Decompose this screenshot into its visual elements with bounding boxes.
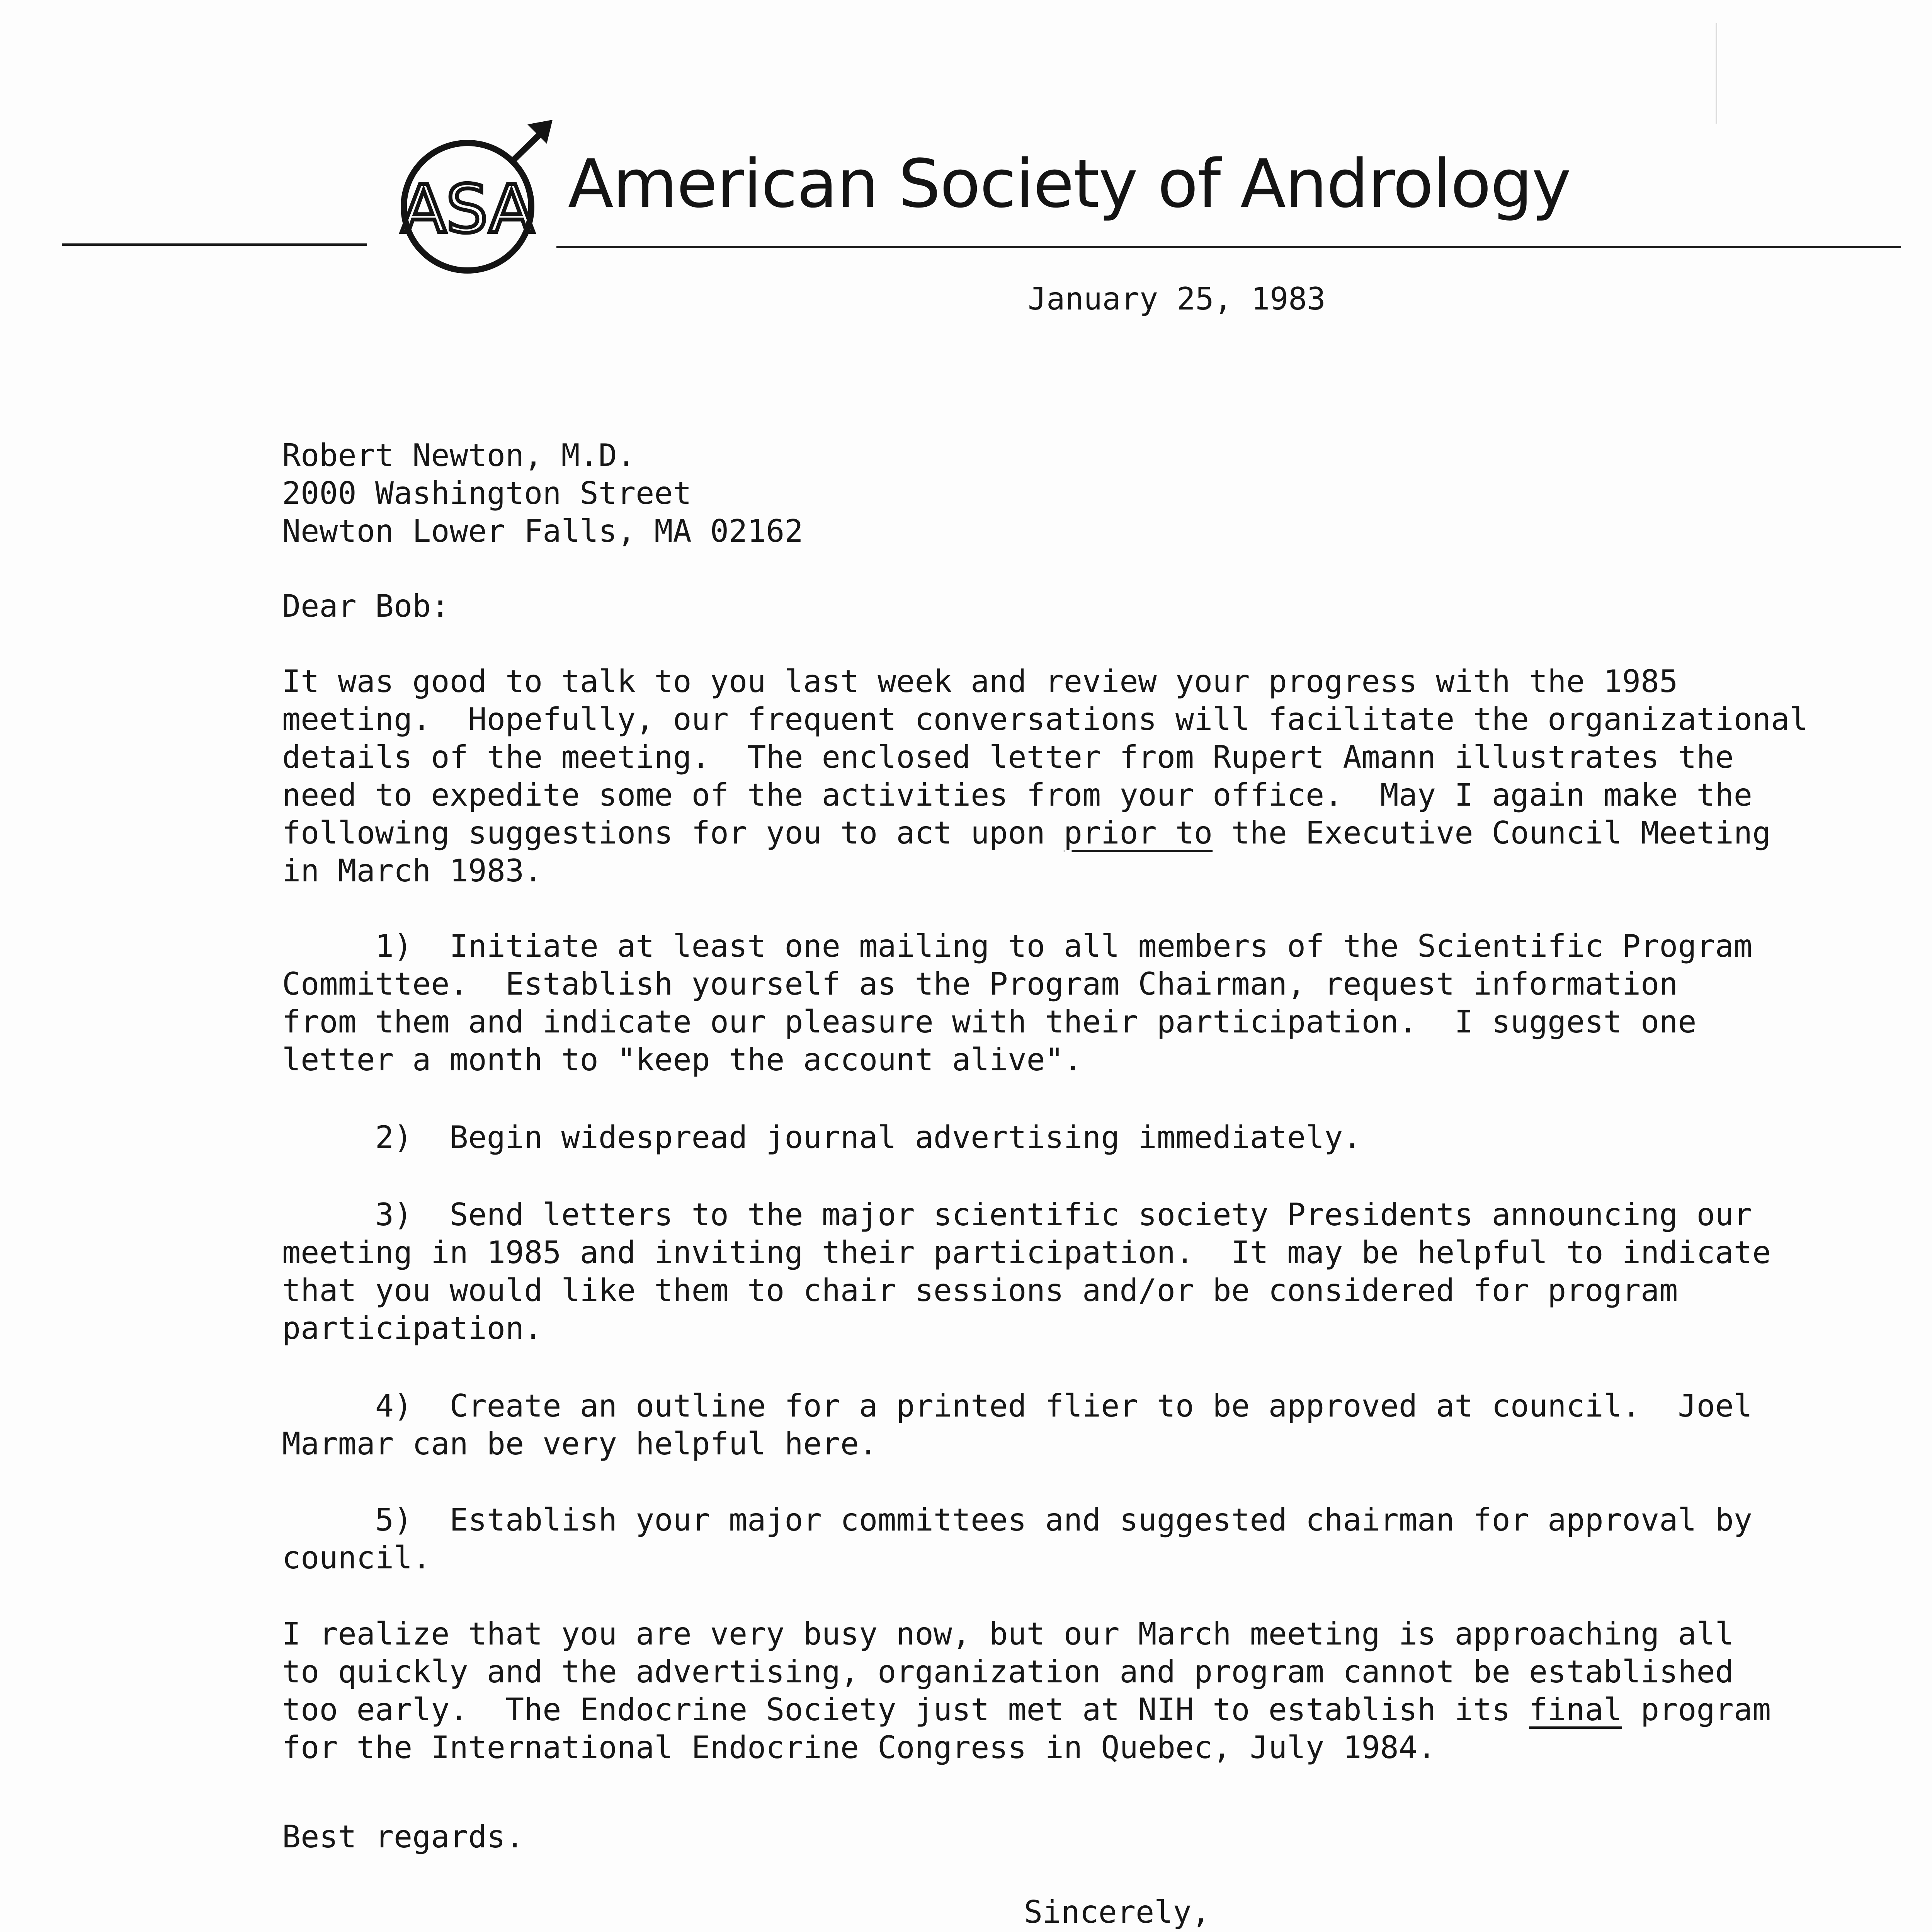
paragraph-intro <box>282 663 1808 890</box>
recipient-street: 2000 Washington Street <box>282 475 692 511</box>
text-segment: following suggestions for you to act upon <box>282 815 1064 851</box>
underlined-prior-to: prior to <box>1063 815 1213 851</box>
text-line: 1) Initiate at least one mailing to all members of the Scientific Program <box>282 928 1752 964</box>
text-line: participation. <box>282 1310 543 1346</box>
text-line: 2) Begin widespread journal advertising immediately. <box>282 1119 1362 1155</box>
text-line: I realize that you are very busy now, but our March meeting is approaching all <box>282 1616 1734 1652</box>
suggestion-item-4 <box>282 1387 1752 1463</box>
text-line: to quickly and the advertising, organization and program cannot be established <box>282 1654 1734 1690</box>
text-segment: too early. The Endocrine Society just met at NIH to establish its <box>282 1692 1529 1728</box>
text-line: for the International Endocrine Congress in Quebec, July 1984. <box>282 1730 1436 1765</box>
recipient-name: Robert Newton, M.D. <box>282 437 636 473</box>
text-line: in March 1983. <box>282 853 543 889</box>
suggestion-item-2 <box>282 1119 1362 1156</box>
text-line <box>282 1691 1771 1729</box>
recipient-address <box>282 437 803 550</box>
letterhead-rule-right <box>556 246 1901 248</box>
suggestion-item-1 <box>282 927 1752 1079</box>
text-segment: the Executive Council Meeting <box>1213 815 1771 851</box>
text-line: from them and indicate our pleasure with their participation. I suggest one <box>282 1004 1697 1040</box>
organization-name: American Society of Andrology <box>568 145 1571 223</box>
text-line: Committee. Establish yourself as the Program Chairman, request information <box>282 966 1678 1002</box>
text-line: meeting in 1985 and inviting their participation. It may be helpful to indicate <box>282 1235 1771 1270</box>
best-regards: Best regards. <box>282 1819 524 1855</box>
text-line: council. <box>282 1540 431 1576</box>
text-line: 3) Send letters to the major scientific society Presidents announcing our <box>282 1197 1752 1233</box>
text-line: meeting. Hopefully, our frequent conversations will facilitate the organizational <box>282 701 1808 737</box>
text-line: 5) Establish your major committees and suggested chairman for approval by <box>282 1502 1752 1538</box>
suggestion-item-3 <box>282 1196 1771 1347</box>
text-line <box>282 814 1808 852</box>
asa-logo-icon <box>394 116 556 278</box>
paragraph-closing <box>282 1615 1771 1767</box>
text-line: It was good to talk to you last week and review your progress with the 1985 <box>282 663 1678 699</box>
text-line: Marmar can be very helpful here. <box>282 1426 878 1462</box>
recipient-city: Newton Lower Falls, MA 02162 <box>282 513 803 549</box>
scan-edge-mark <box>1716 23 1717 124</box>
text-line: letter a month to "keep the account alive". <box>282 1042 1083 1078</box>
text-segment: program <box>1622 1692 1771 1728</box>
text-line: that you would like them to chair sessions and/or be considered for program <box>282 1272 1678 1308</box>
salutation: Dear Bob: <box>282 588 450 624</box>
closing-sincerely: Sincerely, <box>1024 1894 1210 1930</box>
logo-letters: ASA <box>401 171 534 248</box>
text-line: 4) Create an outline for a printed flier to be approved at council. Joel <box>282 1388 1752 1424</box>
text-line: need to expedite some of the activities from your office. May I again make the <box>282 777 1752 813</box>
underlined-final: final <box>1529 1692 1622 1728</box>
suggestion-item-5 <box>282 1501 1752 1577</box>
letterhead-rule-left <box>62 243 367 246</box>
letter-date: January 25, 1983 <box>1028 281 1326 317</box>
text-line: details of the meeting. The enclosed letter from Rupert Amann illustrates the <box>282 739 1734 775</box>
